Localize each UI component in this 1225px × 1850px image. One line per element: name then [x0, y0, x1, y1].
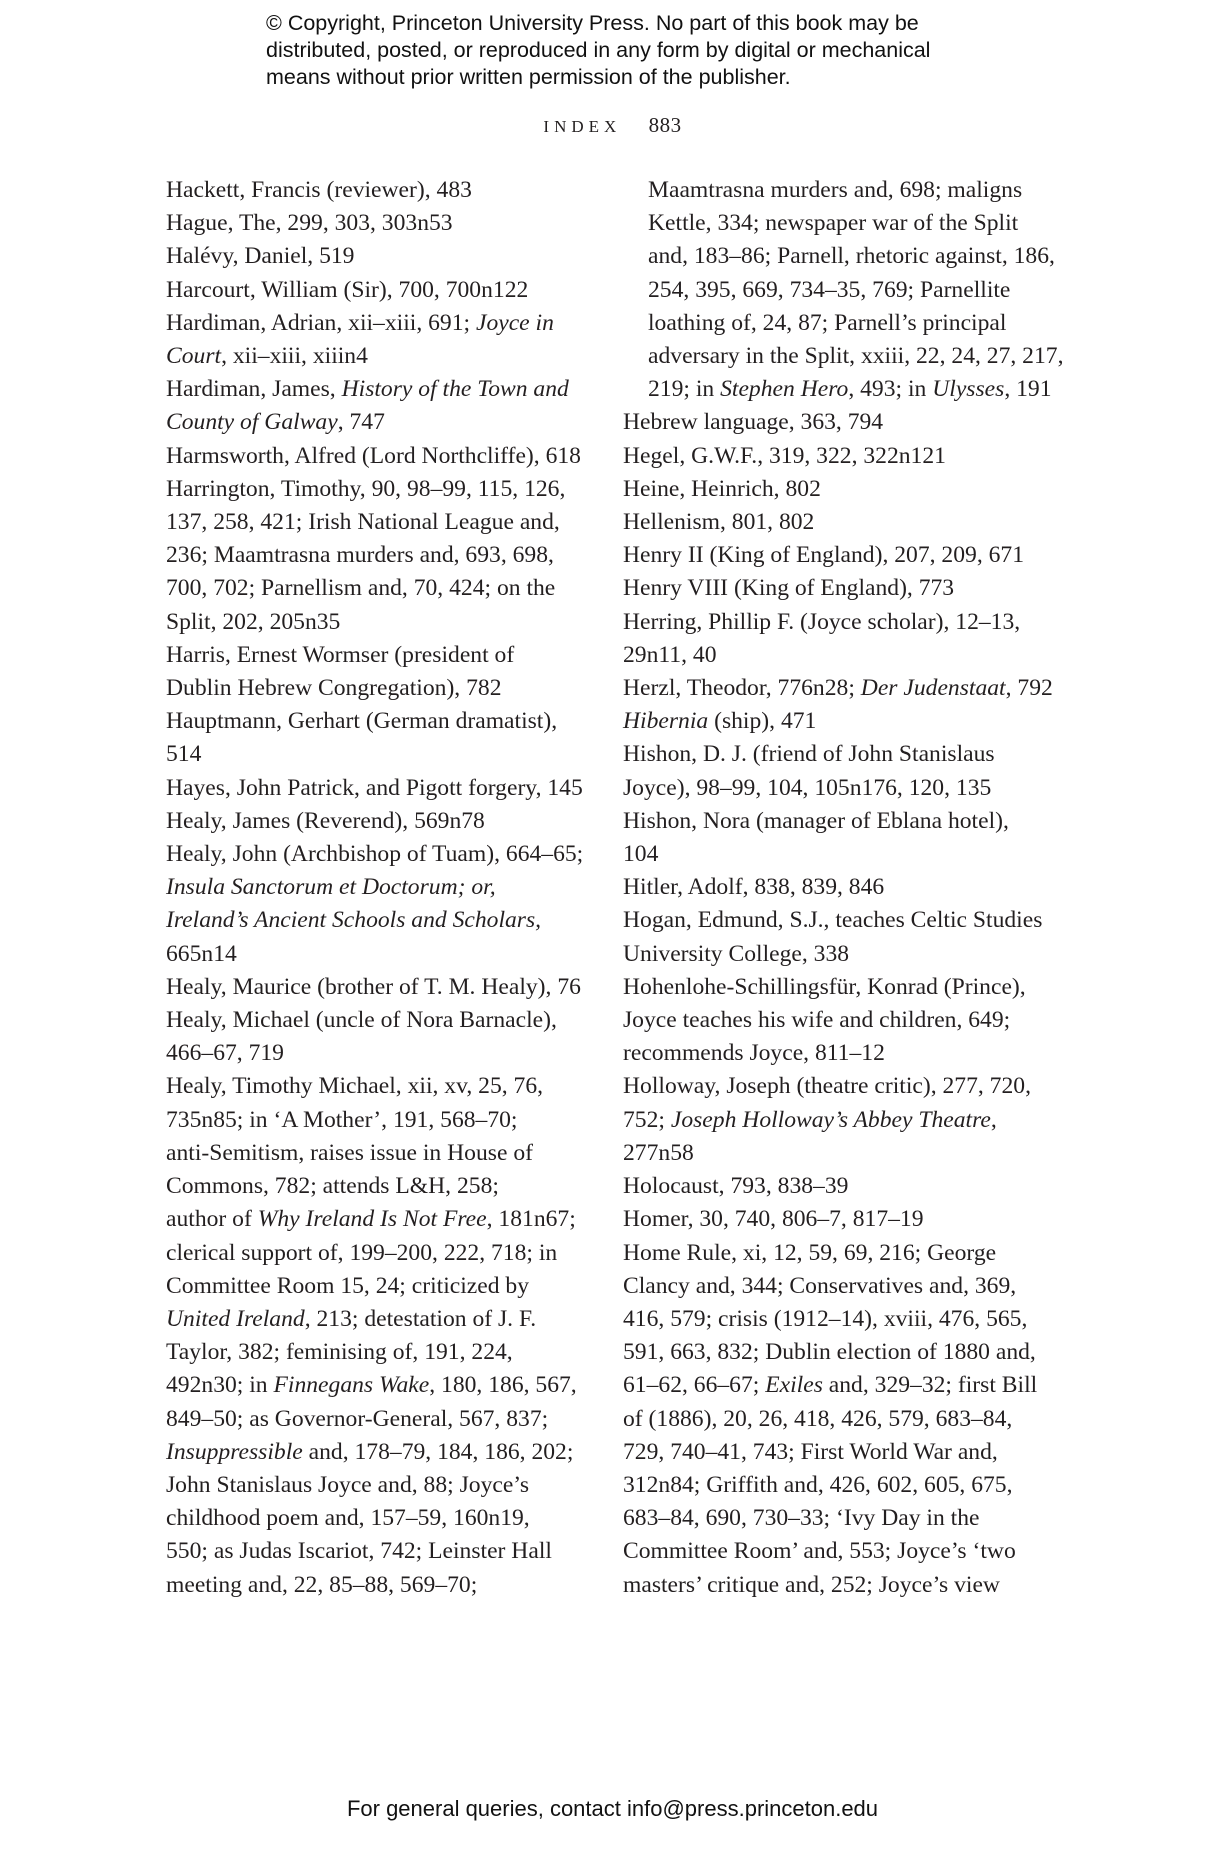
index-text: 29n11, 40 — [623, 641, 717, 668]
index-line — [623, 1303, 1063, 1336]
index-text: Harcourt, William (Sir), 700, 700n122 — [166, 276, 529, 303]
index-italic-text: Ireland’s Ancient Schools and Scholars, — [166, 907, 542, 934]
index-line — [623, 971, 1063, 1004]
index-line — [623, 1104, 1063, 1137]
index-text: , 181n67; — [486, 1206, 576, 1233]
index-text: Harris, Ernest Wormser (president of — [166, 641, 515, 668]
index-text: Hague, The, 299, 303, 303n53 — [166, 210, 453, 237]
index-entry — [166, 805, 596, 838]
index-column-right — [623, 174, 1063, 1602]
index-text: 254, 395, 669, 734–35, 769; Parnellite — [648, 276, 1011, 303]
index-entry — [166, 1070, 596, 1601]
index-text: , 213; detestation of J. F. — [304, 1305, 537, 1332]
index-entry — [166, 207, 596, 240]
copyright-notice — [266, 10, 1026, 91]
index-line — [623, 572, 1063, 605]
index-text: Joyce teaches his wife and children, 649; — [623, 1007, 1011, 1034]
index-text: Homer, 30, 740, 806–7, 817–19 — [623, 1206, 924, 1233]
index-entry — [623, 506, 1063, 539]
index-line — [166, 572, 596, 605]
index-line — [166, 639, 596, 672]
index-text: , 747 — [337, 409, 385, 436]
index-entry — [166, 705, 596, 771]
index-line — [623, 1270, 1063, 1303]
index-text: Holloway, Joseph (theatre critic), 277, 720, — [623, 1073, 1031, 1100]
index-text: Hauptmann, Gerhart (German dramatist), — [166, 708, 558, 735]
index-entry — [166, 274, 596, 307]
index-line — [166, 1237, 596, 1270]
index-entry — [166, 373, 596, 439]
index-text: anti-Semitism, raises issue in House of — [166, 1139, 533, 1166]
index-text: Henry VIII (King of England), 773 — [623, 575, 955, 602]
index-text: (ship), 471 — [708, 708, 817, 735]
index-text: 550; as Judas Iscariot, 742; Leinster Hall — [166, 1538, 552, 1565]
index-line — [623, 705, 1063, 738]
index-text: Healy, Timothy Michael, xii, xv, 25, 76, — [166, 1073, 544, 1100]
index-entry — [166, 772, 596, 805]
index-line — [166, 606, 596, 639]
index-line — [166, 240, 596, 273]
index-line — [166, 307, 596, 340]
index-text: John Stanislaus Joyce and, 88; Joyce’s — [166, 1471, 530, 1498]
index-italic-text: Ulysses — [932, 376, 1005, 403]
index-text: author of — [166, 1206, 258, 1233]
index-line — [166, 1037, 596, 1070]
index-text: , 493; in — [848, 376, 933, 403]
index-line — [623, 1569, 1063, 1602]
index-text: Hardiman, James, — [166, 376, 342, 403]
index-line — [166, 1170, 596, 1203]
index-entry — [623, 1070, 1063, 1170]
index-line — [166, 772, 596, 805]
index-text: , 191 — [1004, 376, 1052, 403]
index-line — [648, 274, 1063, 307]
index-line — [623, 805, 1063, 838]
index-text: Hishon, D. J. (friend of John Stanislaus — [623, 741, 995, 768]
index-line — [166, 805, 596, 838]
index-line — [623, 473, 1063, 506]
index-line — [623, 1037, 1063, 1070]
index-text: 591, 663, 832; Dublin election of 1880 and, — [623, 1339, 1036, 1366]
index-italic-text: Insuppressible — [166, 1438, 303, 1465]
index-text: Home Rule, xi, 12, 59, 69, 216; George — [623, 1239, 997, 1266]
index-line — [648, 174, 1063, 207]
index-text: Taylor, 382; feminising of, 191, 224, — [166, 1339, 513, 1366]
index-line — [166, 406, 596, 439]
index-text: 312n84; Griffith and, 426, 602, 605, 675, — [623, 1471, 1013, 1498]
index-entry — [623, 738, 1063, 804]
index-entry — [166, 307, 596, 373]
index-line — [623, 1469, 1063, 1502]
index-text: Heine, Heinrich, 802 — [623, 475, 821, 502]
index-text: 700, 702; Parnellism and, 70, 424; on the — [166, 575, 556, 602]
index-text: Kettle, 334; newspaper war of the Split — [648, 210, 1019, 237]
index-line — [166, 1369, 596, 1402]
running-head — [0, 113, 1225, 138]
index-text: Split, 202, 205n35 — [166, 608, 341, 635]
index-line — [623, 838, 1063, 871]
index-line — [623, 738, 1063, 771]
index-text: Hayes, John Patrick, and Pigott forgery, 145 — [166, 774, 583, 801]
index-line — [623, 606, 1063, 639]
index-line — [623, 539, 1063, 572]
index-line — [166, 1535, 596, 1568]
index-entry — [623, 1170, 1063, 1203]
index-text: 735n85; in ‘A Mother’, 191, 568–70; — [166, 1106, 518, 1133]
index-line — [166, 738, 596, 771]
index-line — [166, 1569, 596, 1602]
index-line — [166, 904, 596, 937]
index-line — [623, 1336, 1063, 1369]
index-line — [623, 440, 1063, 473]
index-text: Healy, James (Reverend), 569n78 — [166, 807, 485, 834]
index-text: 514 — [166, 741, 202, 768]
index-entry — [623, 871, 1063, 904]
index-text: , 792 — [1005, 675, 1053, 702]
index-entry — [623, 971, 1063, 1071]
index-line — [623, 506, 1063, 539]
index-text: Joyce), 98–99, 104, 105n176, 120, 135 — [623, 774, 992, 801]
index-italic-text: County of Galway — [166, 409, 338, 436]
index-text: Healy, John (Archbishop of Tuam), 664–65; — [166, 841, 584, 868]
index-line — [166, 174, 596, 207]
index-text: 752; — [623, 1106, 671, 1133]
index-line — [648, 207, 1063, 240]
index-text: masters’ critique and, 252; Joyce’s view — [623, 1571, 1000, 1598]
index-line — [166, 1004, 596, 1037]
index-italic-text: Exiles — [765, 1372, 823, 1399]
index-line — [166, 1104, 596, 1137]
index-text: meeting and, 22, 85–88, 569–70; — [166, 1571, 478, 1598]
index-line — [623, 672, 1063, 705]
index-line — [166, 672, 596, 705]
index-text: Committee Room 15, 24; criticized by — [166, 1272, 530, 1299]
index-text: Holocaust, 793, 838–39 — [623, 1173, 849, 1200]
index-line — [623, 1237, 1063, 1270]
index-line — [166, 1403, 596, 1436]
index-entry — [623, 1237, 1063, 1602]
index-entry — [623, 904, 1063, 970]
index-line — [166, 1336, 596, 1369]
index-text: Henry II (King of England), 207, 209, 671 — [623, 542, 1025, 569]
index-line — [648, 307, 1063, 340]
copyright-line: distributed, posted, or reproduced in any form by digital or mechanical — [266, 38, 931, 62]
index-text: Dublin Hebrew Congregation), 782 — [166, 675, 502, 702]
index-line — [623, 772, 1063, 805]
index-text: , — [990, 1106, 997, 1133]
index-text: 683–84, 690, 730–33; ‘Ivy Day in the — [623, 1505, 980, 1532]
index-text: childhood poem and, 157–59, 160n19, — [166, 1505, 530, 1532]
index-text: 665n14 — [166, 940, 237, 967]
index-line — [166, 1303, 596, 1336]
index-text: Harmsworth, Alfred (Lord Northcliffe), 618 — [166, 442, 581, 469]
index-text: , xii–xiii, xiiin4 — [221, 343, 368, 370]
index-line — [166, 705, 596, 738]
index-text: Hogan, Edmund, S.J., teaches Celtic Studies — [623, 907, 1043, 934]
index-italic-text: History of the Town and — [341, 376, 569, 403]
index-entry — [623, 606, 1063, 672]
footer-contact: For general queries, contact info@press.princeton.edu — [346, 1796, 879, 1821]
index-line — [166, 871, 596, 904]
index-line — [648, 373, 1063, 406]
index-text: loathing of, 24, 87; Parnell’s principal — [648, 309, 1007, 336]
page-number: 883 — [648, 113, 682, 137]
index-text: 104 — [623, 841, 659, 868]
index-text: adversary in the Split, xxiii, 22, 24, 27, 217, — [648, 343, 1064, 370]
index-text: and, 329–32; first Bill — [822, 1372, 1038, 1399]
index-text: Hebrew language, 363, 794 — [623, 409, 884, 436]
index-entry — [166, 1004, 596, 1070]
index-line — [166, 539, 596, 572]
index-italic-text: United Ireland — [166, 1305, 305, 1332]
index-text: 729, 740–41, 743; First World War and, — [623, 1438, 998, 1465]
index-text: Committee Room’ and, 553; Joyce’s ‘two — [623, 1538, 1016, 1565]
index-text: Halévy, Daniel, 519 — [166, 243, 355, 270]
index-line — [166, 971, 596, 1004]
index-entry — [623, 440, 1063, 473]
index-text: Hitler, Adolf, 838, 839, 846 — [623, 874, 885, 901]
index-italic-text: Der Judenstaat — [860, 675, 1006, 702]
index-text: 219; in — [648, 376, 721, 403]
index-line — [648, 340, 1063, 373]
index-text: 61–62, 66–67; — [623, 1372, 766, 1399]
index-entry — [166, 838, 596, 971]
index-line — [623, 1004, 1063, 1037]
index-entry — [623, 406, 1063, 439]
index-italic-text: Joseph Holloway’s Abbey Theatre — [670, 1106, 991, 1133]
index-text: clerical support of, 199–200, 222, 718; in — [166, 1239, 558, 1266]
index-italic-text: Court — [166, 343, 222, 370]
index-line — [166, 1070, 596, 1103]
copyright-line: means without prior written permission of the publisher. — [266, 65, 791, 89]
index-line — [623, 1070, 1063, 1103]
index-line — [166, 1502, 596, 1535]
index-italic-text: Hibernia — [623, 708, 709, 735]
index-line — [166, 440, 596, 473]
index-entry — [623, 1203, 1063, 1236]
index-text: recommends Joyce, 811–12 — [623, 1040, 885, 1067]
index-entry — [623, 539, 1063, 572]
index-line — [166, 1436, 596, 1469]
index-italic-text: Finnegans Wake — [273, 1372, 430, 1399]
index-line — [623, 406, 1063, 439]
index-entry — [623, 473, 1063, 506]
index-line — [623, 1137, 1063, 1170]
index-text: 236; Maamtrasna murders and, 693, 698, — [166, 542, 554, 569]
index-column-left — [166, 174, 596, 1602]
index-entry — [166, 473, 596, 639]
index-text: Healy, Maurice (brother of T. M. Healy), 76 — [166, 973, 581, 1000]
index-line — [166, 1469, 596, 1502]
index-text: Herring, Phillip F. (Joyce scholar), 12–13, — [623, 608, 1021, 635]
index-text: Herzl, Theodor, 776n28; — [623, 675, 861, 702]
index-line — [623, 639, 1063, 672]
index-entry — [623, 805, 1063, 871]
index-line — [623, 1170, 1063, 1203]
index-line — [623, 1203, 1063, 1236]
index-line — [166, 207, 596, 240]
index-text: Hardiman, Adrian, xii–xiii, 691; — [166, 309, 476, 336]
index-text: and, 178–79, 184, 186, 202; — [302, 1438, 574, 1465]
index-entry — [623, 572, 1063, 605]
index-entry-continuation — [623, 174, 1063, 406]
index-text: 849–50; as Governor-General, 567, 837; — [166, 1405, 549, 1432]
index-line — [623, 871, 1063, 904]
index-text: of (1886), 20, 26, 418, 426, 579, 683–84, — [623, 1405, 1013, 1432]
index-italic-text: Why Ireland Is Not Free — [257, 1206, 487, 1233]
index-line — [623, 1436, 1063, 1469]
index-text: 492n30; in — [166, 1372, 274, 1399]
index-entry — [623, 672, 1063, 705]
index-entry — [166, 971, 596, 1004]
index-entry — [166, 440, 596, 473]
index-line — [166, 473, 596, 506]
index-text: Hegel, G.W.F., 319, 322, 322n121 — [623, 442, 946, 469]
index-text: 277n58 — [623, 1139, 694, 1166]
index-entry — [623, 705, 1063, 738]
index-entry — [166, 639, 596, 705]
index-text: , 180, 186, 567, — [429, 1372, 577, 1399]
copyright-line: © Copyright, Princeton University Press. No part of this book may be — [266, 11, 919, 35]
index-text: Commons, 782; attends L&H, 258; — [166, 1173, 499, 1200]
index-line — [623, 904, 1063, 937]
index-line — [166, 1203, 596, 1236]
index-text: and, 183–86; Parnell, rhetoric against, 186, — [648, 243, 1055, 270]
index-entry — [166, 174, 596, 207]
index-italic-text: Joyce in — [475, 309, 554, 336]
index-text: Harrington, Timothy, 90, 98–99, 115, 126, — [166, 475, 566, 502]
index-text: Hellenism, 801, 802 — [623, 509, 815, 536]
index-text: 416, 579; crisis (1912–14), xviii, 476, 565, — [623, 1305, 1028, 1332]
index-line — [166, 1137, 596, 1170]
index-line — [623, 1502, 1063, 1535]
index-line — [166, 506, 596, 539]
index-line — [623, 1403, 1063, 1436]
index-line — [648, 240, 1063, 273]
index-line — [623, 1535, 1063, 1568]
running-head-label: INDEX — [543, 117, 622, 136]
index-line — [166, 373, 596, 406]
index-line — [166, 938, 596, 971]
index-text: Healy, Michael (uncle of Nora Barnacle), — [166, 1007, 557, 1034]
index-text: Maamtrasna murders and, 698; maligns — [648, 177, 1023, 203]
index-line — [166, 1270, 596, 1303]
index-text: Hohenlohe-Schillingsfür, Konrad (Prince), — [623, 973, 1026, 1000]
index-entry — [166, 240, 596, 273]
index-text: Clancy and, 344; Conservatives and, 369, — [623, 1272, 1017, 1299]
index-italic-text: Insula Sanctorum et Doctorum; or, — [166, 874, 496, 901]
index-line — [623, 938, 1063, 971]
index-line — [166, 340, 596, 373]
index-text: 137, 258, 421; Irish National League and, — [166, 509, 560, 536]
index-text: Hackett, Francis (reviewer), 483 — [166, 177, 472, 203]
index-italic-text: Stephen Hero — [720, 376, 849, 403]
index-line — [166, 838, 596, 871]
index-text: University College, 338 — [623, 940, 850, 967]
index-line — [623, 1369, 1063, 1402]
index-text: Hishon, Nora (manager of Eblana hotel), — [623, 807, 1009, 834]
index-line — [166, 274, 596, 307]
index-text: 466–67, 719 — [166, 1040, 284, 1067]
